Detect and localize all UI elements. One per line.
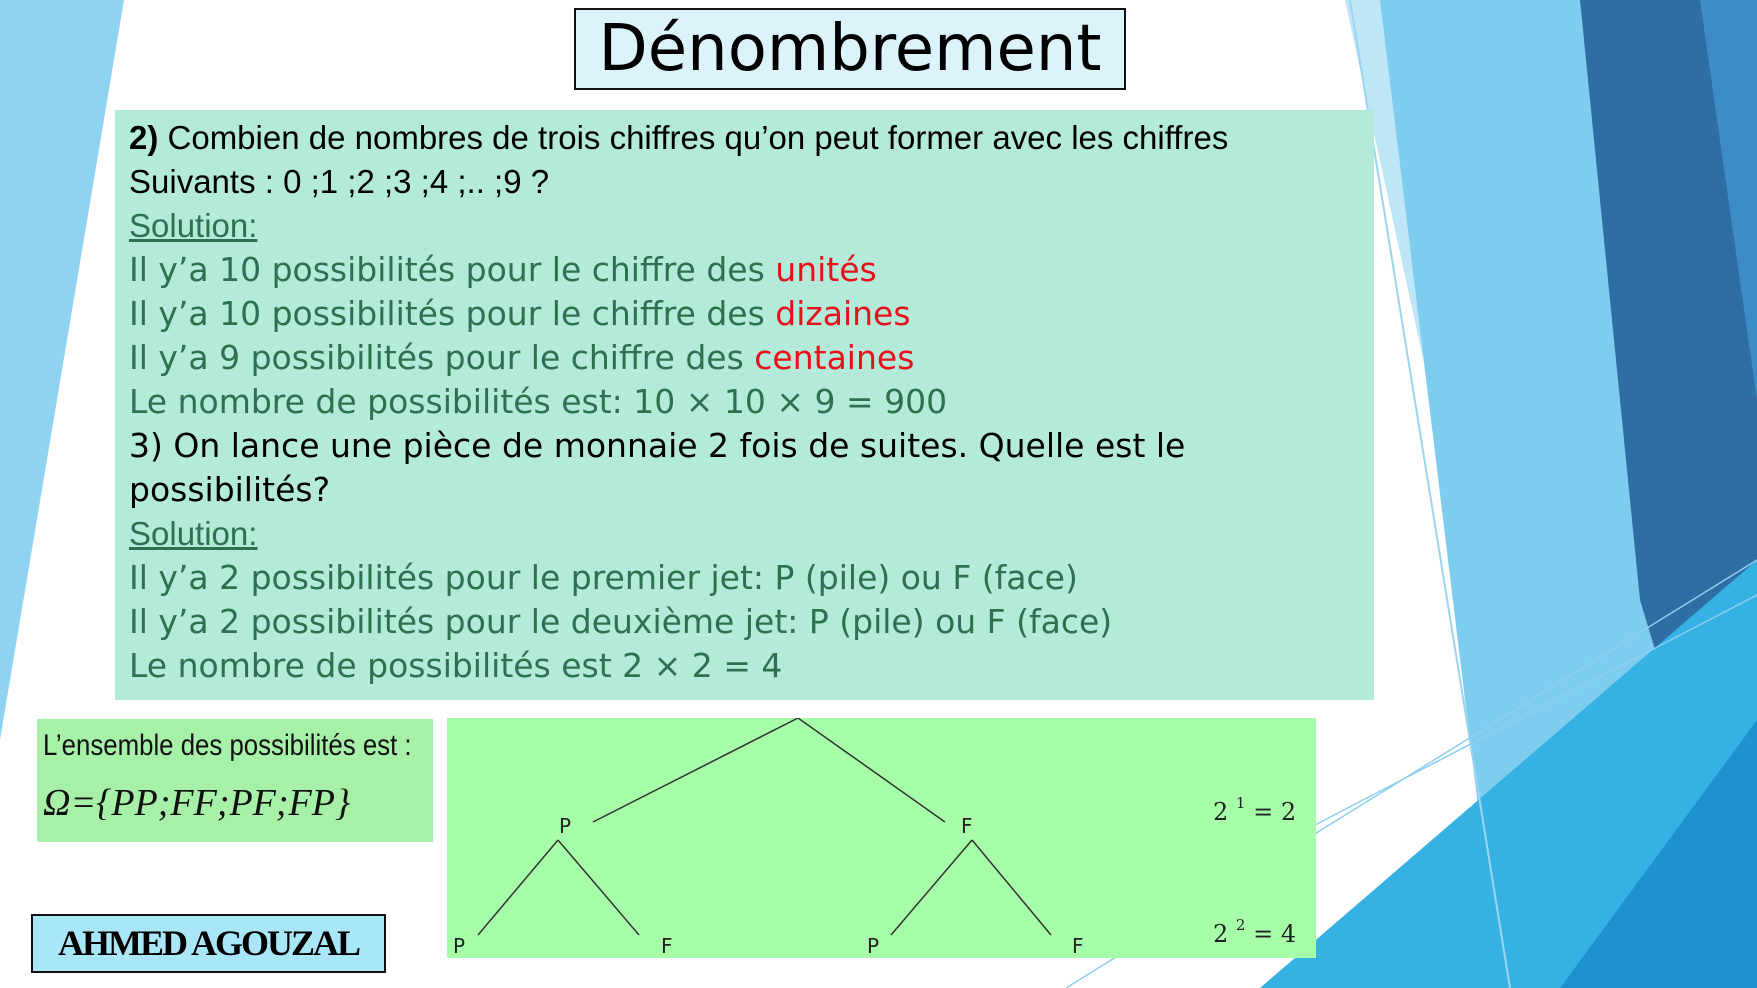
q3-second-throw: Il y’a 2 possibilités pour le deuxième jet: P (pile) ou F (face) <box>129 602 1113 641</box>
branch-root-p <box>593 718 798 822</box>
branch-f-p <box>891 840 972 935</box>
page-title: Dénombrement <box>574 8 1126 90</box>
q2-hundreds-line <box>129 336 1360 380</box>
possibility-set-box <box>37 719 433 842</box>
q3-line1: 3) On lance une pièce de monnaie 2 fois de suites. Quelle est le <box>129 426 1186 465</box>
q2-solution-label: Solution: <box>129 207 258 244</box>
q3-line2: possibilités? <box>129 470 331 509</box>
q2-line1 <box>129 116 1360 160</box>
tree-branches <box>447 718 1316 958</box>
eq1-exponent: 1 <box>1235 794 1246 812</box>
exercise-panel <box>115 110 1374 700</box>
q2-line2: Suivants : 0 ;1 ;2 ;3 ;4 ;.. ;9 ? <box>129 163 550 200</box>
tree-node-p1: P <box>559 814 572 838</box>
level1-equation <box>1213 794 1297 826</box>
q2-number: 2) <box>129 119 159 156</box>
eq1-rest: = 2 <box>1253 798 1297 826</box>
branch-p-p <box>478 840 558 935</box>
tree-node-ff: F <box>1072 934 1084 958</box>
eq2-exponent: 2 <box>1235 916 1246 934</box>
branch-f-f <box>972 840 1051 935</box>
level2-equation <box>1213 916 1297 948</box>
branch-root-f <box>798 718 945 822</box>
q3-result: Le nombre de possibilités est 2 × 2 = 4 <box>129 646 783 685</box>
tree-node-fp: P <box>867 934 880 958</box>
probability-tree <box>447 718 1316 958</box>
set-formula: Ω={PP;FF;PF;FP} <box>43 782 351 824</box>
q3-first-throw: Il y’a 2 possibilités pour le premier jet: P (pile) ou F (face) <box>129 558 1078 597</box>
eq1-base: 2 <box>1213 798 1229 826</box>
author-name: AHMED AGOUZAL <box>31 914 386 973</box>
set-label: L’ensemble des possibilités est : <box>43 729 412 762</box>
q2-hundreds-word: centaines <box>754 338 915 377</box>
q2-units-prefix: Il y’a 10 possibilités pour le chiffre des <box>129 250 776 289</box>
eq2-rest: = 4 <box>1253 920 1297 948</box>
eq2-base: 2 <box>1213 920 1229 948</box>
q2-hundreds-prefix: Il y’a 9 possibilités pour le chiffre des <box>129 338 755 377</box>
q2-tens-word: dizaines <box>775 294 911 333</box>
q2-tens-prefix: Il y’a 10 possibilités pour le chiffre des <box>129 294 776 333</box>
q2-tens-line <box>129 292 1360 336</box>
q2-units-line <box>129 248 1360 292</box>
q3-solution-label: Solution: <box>129 515 258 552</box>
q2-text: Combien de nombres de trois chiffres qu’on peut former avec les chiffres <box>158 119 1229 156</box>
tree-node-f1: F <box>961 814 973 838</box>
tree-node-pp: P <box>453 934 466 958</box>
q2-units-word: unités <box>775 250 877 289</box>
q2-result: Le nombre de possibilités est: 10 × 10 × 9 = 900 <box>129 382 948 421</box>
branch-p-f <box>558 840 639 935</box>
tree-node-pf: F <box>661 934 673 958</box>
